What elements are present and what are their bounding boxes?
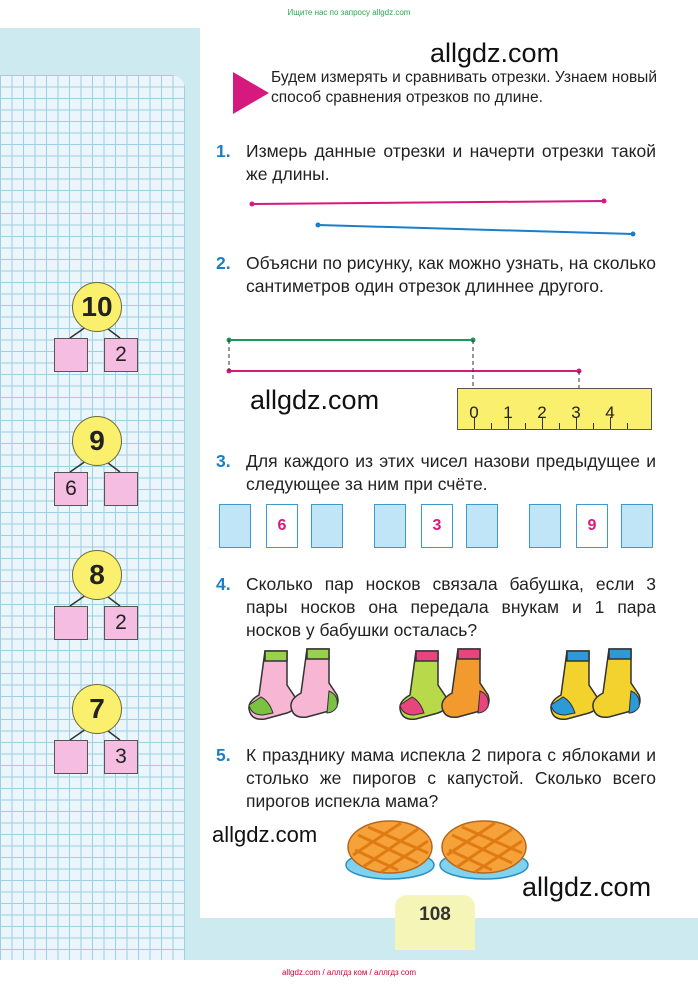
task-number: 5. [216, 745, 231, 765]
number-tree [52, 416, 142, 511]
page-number: 108 [395, 895, 475, 950]
number-box: 3 [421, 504, 453, 548]
answer-box[interactable] [466, 504, 498, 548]
tree-right-box[interactable] [104, 472, 138, 506]
task-text: Измерь данные отрезки и начерти отрезки такой же длины. [246, 141, 656, 184]
task-text: Объясни по рисунку, как можно узнать, на сколько сантиметров один отрезок длиннее другого. [246, 253, 656, 296]
answer-box[interactable] [311, 504, 343, 548]
intro-text: Будем измерять и сравнивать отрезки. Узнаем новый способ сравнения отрезков по длине. [271, 69, 657, 106]
number-tree [52, 550, 142, 645]
tree-left-box[interactable] [54, 740, 88, 774]
ruler-label: 4 [605, 403, 615, 422]
socks-pair-icon [245, 645, 355, 725]
tree-top-number: 8 [72, 550, 122, 600]
answer-box[interactable] [219, 504, 251, 548]
segment-pink [252, 201, 604, 204]
task-2 [216, 252, 656, 298]
tree-right-box: 3 [104, 740, 138, 774]
task-number: 3. [216, 451, 231, 471]
footer-links[interactable]: allgdz.com / аллгдз ком / аллгдз com [281, 968, 417, 977]
watermark: allgdz.com [212, 822, 318, 847]
socks-pair-icon [396, 645, 506, 725]
segment-blue [318, 225, 633, 234]
number-tree [52, 282, 142, 377]
task-number: 1. [216, 141, 231, 161]
tree-left-box: 6 [54, 472, 88, 506]
top-note: Ищите нас по запросу allgdz.com [287, 8, 411, 17]
task-3 [216, 450, 656, 496]
task-5 [216, 744, 656, 813]
answer-box[interactable] [374, 504, 406, 548]
watermark: allgdz.com [430, 38, 560, 68]
ruler-label: 3 [571, 403, 581, 422]
socks-pair-icon [547, 645, 657, 725]
watermark: allgdz.com [250, 385, 380, 415]
ruler-label: 1 [503, 403, 513, 422]
ruler-label: 0 [469, 403, 479, 422]
tree-left-box[interactable] [54, 606, 88, 640]
task-number: 4. [216, 574, 231, 594]
pie-icon [343, 815, 438, 885]
ruler [457, 388, 652, 430]
task-text: Для каждого из этих чисел назови предыдущее и следующее за ним при счёте. [246, 451, 656, 494]
number-tree [52, 684, 142, 779]
tree-top-number: 10 [72, 282, 122, 332]
tree-left-box[interactable] [54, 338, 88, 372]
tree-top-number: 9 [72, 416, 122, 466]
number-box: 9 [576, 504, 608, 548]
task-text: Сколько пар носков связала бабушка, если 3 пары носков она передала внукам и 1 пара носков у бабушки осталась? [246, 574, 656, 640]
task-number: 2. [216, 253, 231, 273]
watermark: allgdz.com [522, 872, 652, 902]
task-4 [216, 573, 656, 642]
tree-top-number: 7 [72, 684, 122, 734]
answer-box[interactable] [529, 504, 561, 548]
tree-right-box: 2 [104, 338, 138, 372]
tree-right-box: 2 [104, 606, 138, 640]
pie-icon [437, 815, 532, 885]
number-box: 6 [266, 504, 298, 548]
answer-box[interactable] [621, 504, 653, 548]
ruler-label: 2 [537, 403, 547, 422]
task-text: К празднику мама испекла 2 пирога с яблоками и столько же пирогов с капустой. Сколько всего пирогов испекла мама? [246, 745, 656, 811]
